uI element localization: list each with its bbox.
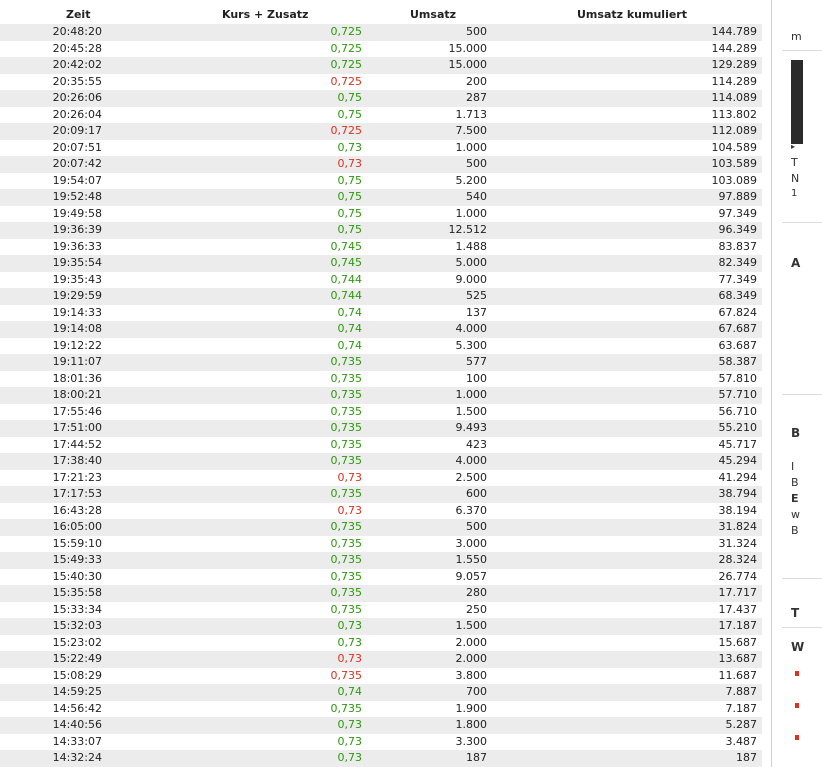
cell-zeit: 20:26:04 [52, 107, 102, 121]
cell-zeit: 19:12:22 [52, 338, 102, 352]
column-header-umsatz[interactable]: Umsatz [410, 8, 457, 21]
table-row [0, 24, 762, 41]
cell-zeit: 19:49:58 [52, 206, 102, 220]
cell-umsatz: 5.200 [455, 173, 487, 187]
cell-kurs: 0,73 [337, 751, 362, 764]
cell-umsatz: 287 [466, 91, 487, 104]
cell-umsatz-kumuliert: 114.089 [711, 91, 757, 104]
cell-zeit: 18:00:21 [52, 388, 102, 401]
cell-kurs: 0,73 [337, 652, 362, 665]
cell-zeit: 19:11:07 [52, 355, 102, 368]
sidebar-heading: B [791, 426, 801, 440]
cell-umsatz-kumuliert: 63.687 [718, 338, 757, 352]
cell-umsatz-kumuliert: 97.889 [718, 190, 757, 203]
cell-umsatz-kumuliert: 26.774 [718, 569, 757, 583]
cell-umsatz: 187 [466, 751, 487, 764]
cell-umsatz: 250 [466, 602, 487, 616]
cell-umsatz: 9.057 [455, 569, 487, 583]
cell-umsatz-kumuliert: 38.794 [718, 487, 757, 500]
table-row [0, 288, 762, 305]
cell-umsatz-kumuliert: 45.294 [718, 454, 757, 467]
cell-kurs: 0,73 [337, 734, 362, 748]
cell-umsatz-kumuliert: 57.710 [718, 388, 757, 401]
cell-umsatz: 9.493 [455, 421, 487, 434]
cell-umsatz: 15.000 [448, 41, 487, 55]
cell-kurs: 0,75 [337, 206, 362, 220]
table-row [0, 74, 762, 91]
cell-zeit: 20:35:55 [52, 74, 102, 88]
cell-umsatz-kumuliert: 96.349 [718, 223, 757, 236]
table-row [0, 206, 762, 223]
cell-umsatz-kumuliert: 57.810 [718, 371, 757, 385]
cell-umsatz: 4.000 [455, 322, 487, 335]
cell-umsatz-kumuliert: 13.687 [718, 652, 757, 665]
table-row [0, 585, 762, 602]
cell-umsatz-kumuliert: 17.437 [718, 602, 757, 616]
cell-zeit: 18:01:36 [52, 371, 102, 385]
sidebar-fragment: B [791, 476, 799, 489]
cell-umsatz: 1.000 [455, 206, 487, 220]
table-row [0, 189, 762, 206]
cell-umsatz-kumuliert: 5.287 [725, 718, 757, 731]
cell-umsatz: 423 [466, 437, 487, 451]
sidebar-divider [782, 50, 822, 51]
cell-umsatz: 500 [466, 25, 487, 38]
table-row [0, 470, 762, 487]
cell-kurs: 0,73 [337, 157, 362, 170]
table-row [0, 387, 762, 404]
cell-umsatz-kumuliert: 56.710 [718, 404, 757, 418]
cell-zeit: 19:36:33 [52, 239, 102, 253]
table-row [0, 255, 762, 272]
cell-zeit: 15:23:02 [52, 635, 102, 649]
cell-kurs: 0,75 [337, 223, 362, 236]
cell-kurs: 0,725 [330, 74, 362, 88]
cell-kurs: 0,73 [337, 503, 362, 517]
cell-umsatz: 2.000 [455, 635, 487, 649]
table-row [0, 57, 762, 74]
table-row [0, 222, 762, 239]
cell-zeit: 19:29:59 [52, 289, 102, 302]
cell-umsatz-kumuliert: 31.324 [718, 536, 757, 550]
cell-umsatz-kumuliert: 77.349 [718, 272, 757, 286]
cell-kurs: 0,744 [330, 272, 362, 286]
cell-kurs: 0,735 [330, 355, 362, 368]
cell-zeit: 19:54:07 [52, 173, 102, 187]
sidebar-fragment: B [791, 524, 799, 537]
cell-umsatz-kumuliert: 67.824 [718, 305, 757, 319]
cell-umsatz-kumuliert: 129.289 [711, 58, 757, 71]
cell-umsatz: 1.000 [455, 388, 487, 401]
table-row [0, 536, 762, 553]
cell-zeit: 15:33:34 [52, 602, 102, 616]
table-row [0, 750, 762, 767]
table-row [0, 651, 762, 668]
table-body [0, 24, 762, 767]
cell-kurs: 0,75 [337, 107, 362, 121]
sidebar-fragment: 1 [791, 188, 798, 199]
cell-zeit: 19:14:08 [52, 322, 102, 335]
cell-zeit: 15:32:03 [52, 619, 102, 632]
table-row [0, 321, 762, 338]
cell-kurs: 0,74 [337, 338, 362, 352]
cell-umsatz: 6.370 [455, 503, 487, 517]
cell-kurs: 0,745 [330, 239, 362, 253]
sidebar-divider [782, 394, 822, 395]
cell-zeit: 15:59:10 [52, 536, 102, 550]
bullet-icon [795, 703, 799, 708]
cell-umsatz-kumuliert: 187 [736, 751, 757, 764]
table-row [0, 717, 762, 734]
cell-zeit: 19:36:39 [52, 223, 102, 236]
table-row [0, 272, 762, 289]
sidebar-fragment: T [791, 156, 798, 169]
table-row [0, 437, 762, 454]
cell-umsatz: 3.300 [455, 734, 487, 748]
cell-umsatz: 1.550 [455, 553, 487, 566]
table-row [0, 486, 762, 503]
cell-zeit: 19:35:54 [52, 256, 102, 269]
table-row [0, 371, 762, 388]
cell-umsatz: 1.800 [455, 718, 487, 731]
table-row [0, 123, 762, 140]
sidebar-heading: W [791, 640, 805, 654]
cell-umsatz: 7.500 [455, 124, 487, 137]
table-row [0, 602, 762, 619]
cell-umsatz-kumuliert: 67.687 [718, 322, 757, 335]
cell-umsatz: 3.800 [455, 668, 487, 682]
table-row [0, 90, 762, 107]
cell-kurs: 0,74 [337, 685, 362, 698]
cell-kurs: 0,735 [330, 536, 362, 550]
table-row [0, 519, 762, 536]
cell-kurs: 0,75 [337, 173, 362, 187]
cell-umsatz: 1.000 [455, 140, 487, 154]
cell-umsatz: 500 [466, 157, 487, 170]
cell-umsatz: 1.500 [455, 404, 487, 418]
table-row [0, 239, 762, 256]
cell-umsatz: 540 [466, 190, 487, 203]
cell-umsatz-kumuliert: 38.194 [718, 503, 757, 517]
sidebar-fragment: I [791, 460, 795, 473]
table-row [0, 173, 762, 190]
sidebar-fragment: w [791, 508, 800, 521]
cell-kurs: 0,725 [330, 124, 362, 137]
cell-umsatz: 3.000 [455, 536, 487, 550]
cell-umsatz-kumuliert: 55.210 [718, 421, 757, 434]
cell-zeit: 15:22:49 [52, 652, 102, 665]
cell-kurs: 0,725 [330, 41, 362, 55]
cell-kurs: 0,735 [330, 487, 362, 500]
cell-zeit: 14:40:56 [52, 718, 102, 731]
cell-zeit: 14:32:24 [52, 751, 102, 764]
cell-umsatz: 577 [466, 355, 487, 368]
cell-kurs: 0,73 [337, 470, 362, 484]
cell-zeit: 16:05:00 [52, 520, 102, 533]
cell-umsatz: 5.300 [455, 338, 487, 352]
cell-umsatz: 200 [466, 74, 487, 88]
cell-umsatz-kumuliert: 17.187 [718, 619, 757, 632]
cell-umsatz: 12.512 [448, 223, 487, 236]
cell-zeit: 19:14:33 [52, 305, 102, 319]
cell-umsatz-kumuliert: 144.789 [711, 25, 757, 38]
cell-kurs: 0,735 [330, 454, 362, 467]
cell-kurs: 0,73 [337, 619, 362, 632]
sidebar-divider [782, 627, 822, 628]
cell-kurs: 0,735 [330, 388, 362, 401]
cell-zeit: 14:59:25 [52, 685, 102, 698]
cell-kurs: 0,73 [337, 140, 362, 154]
table-row [0, 569, 762, 586]
cell-kurs: 0,73 [337, 718, 362, 731]
cell-umsatz-kumuliert: 58.387 [718, 355, 757, 368]
cell-kurs: 0,735 [330, 569, 362, 583]
cell-umsatz: 280 [466, 586, 487, 599]
cell-umsatz: 600 [466, 487, 487, 500]
table-row [0, 734, 762, 751]
cell-zeit: 17:17:53 [52, 487, 102, 500]
cell-kurs: 0,735 [330, 701, 362, 715]
cell-umsatz: 500 [466, 520, 487, 533]
sidebar-fragment: m [791, 30, 802, 43]
cell-zeit: 19:35:43 [52, 272, 102, 286]
table-row [0, 156, 762, 173]
cell-kurs: 0,75 [337, 190, 362, 203]
column-header-kurs[interactable]: Kurs + Zusatz [222, 8, 309, 21]
cell-umsatz: 15.000 [448, 58, 487, 71]
table-row [0, 668, 762, 685]
cell-umsatz-kumuliert: 144.289 [711, 41, 757, 55]
table-row [0, 140, 762, 157]
cell-kurs: 0,735 [330, 586, 362, 599]
table-row [0, 305, 762, 322]
cell-umsatz: 700 [466, 685, 487, 698]
cell-kurs: 0,735 [330, 520, 362, 533]
cell-kurs: 0,735 [330, 437, 362, 451]
sidebar-divider [782, 222, 822, 223]
table-row [0, 552, 762, 569]
cell-kurs: 0,735 [330, 371, 362, 385]
cell-umsatz: 1.500 [455, 619, 487, 632]
cell-zeit: 15:08:29 [52, 668, 102, 682]
cell-umsatz: 2.500 [455, 470, 487, 484]
cell-umsatz: 100 [466, 371, 487, 385]
cell-kurs: 0,745 [330, 256, 362, 269]
cell-zeit: 17:38:40 [52, 454, 102, 467]
cell-umsatz: 9.000 [455, 272, 487, 286]
right-sidebar [771, 0, 805, 767]
cell-zeit: 20:07:42 [52, 157, 102, 170]
cell-zeit: 19:52:48 [52, 190, 102, 203]
cell-zeit: 17:55:46 [52, 404, 102, 418]
cell-kurs: 0,74 [337, 305, 362, 319]
sidebar-divider [782, 578, 822, 579]
cell-umsatz-kumuliert: 31.824 [718, 520, 757, 533]
table-row [0, 354, 762, 371]
cell-umsatz-kumuliert: 103.589 [711, 157, 757, 170]
cell-umsatz: 137 [466, 305, 487, 319]
sidebar-fragment: E [791, 492, 799, 505]
cell-kurs: 0,75 [337, 91, 362, 104]
column-header-umsatz-kumuliert[interactable]: Umsatz kumuliert [577, 8, 687, 21]
cell-umsatz-kumuliert: 17.717 [718, 586, 757, 599]
cell-umsatz-kumuliert: 41.294 [718, 470, 757, 484]
cell-umsatz: 1.900 [455, 701, 487, 715]
cell-kurs: 0,74 [337, 322, 362, 335]
cell-kurs: 0,725 [330, 58, 362, 71]
cell-zeit: 17:21:23 [52, 470, 102, 484]
cell-umsatz-kumuliert: 68.349 [718, 289, 757, 302]
sidebar-heading: A [791, 256, 801, 270]
cell-umsatz: 525 [466, 289, 487, 302]
cell-zeit: 14:33:07 [52, 734, 102, 748]
cell-umsatz-kumuliert: 3.487 [725, 734, 757, 748]
cell-umsatz: 1.713 [455, 107, 487, 121]
table-row [0, 701, 762, 718]
cell-umsatz: 5.000 [455, 256, 487, 269]
cell-umsatz-kumuliert: 83.837 [718, 239, 757, 253]
sidebar-heading: T [791, 606, 800, 620]
table-row [0, 41, 762, 58]
cell-zeit: 15:49:33 [52, 553, 102, 566]
cell-umsatz-kumuliert: 97.349 [718, 206, 757, 220]
cell-zeit: 15:40:30 [52, 569, 102, 583]
cell-kurs: 0,735 [330, 602, 362, 616]
cell-kurs: 0,744 [330, 289, 362, 302]
cell-kurs: 0,735 [330, 421, 362, 434]
bullet-icon [795, 735, 799, 740]
cell-umsatz-kumuliert: 114.289 [711, 74, 757, 88]
bullet-icon [795, 671, 799, 676]
cell-umsatz-kumuliert: 7.187 [725, 701, 757, 715]
sidebar-fragment: N [791, 172, 800, 185]
table-row [0, 684, 762, 701]
cell-zeit: 20:26:06 [52, 91, 102, 104]
cell-umsatz-kumuliert: 103.089 [711, 173, 757, 187]
cell-zeit: 16:43:28 [52, 503, 102, 517]
cell-zeit: 20:09:17 [52, 124, 102, 137]
cell-zeit: 14:56:42 [52, 701, 102, 715]
cell-umsatz: 1.488 [455, 239, 487, 253]
cell-kurs: 0,735 [330, 404, 362, 418]
table-row [0, 420, 762, 437]
cell-zeit: 15:35:58 [52, 586, 102, 599]
sidebar-thumbnail-image[interactable] [791, 60, 803, 144]
cell-umsatz-kumuliert: 7.887 [725, 685, 757, 698]
cell-umsatz-kumuliert: 28.324 [718, 553, 757, 566]
cell-umsatz-kumuliert: 11.687 [718, 668, 757, 682]
table-row [0, 338, 762, 355]
cell-kurs: 0,735 [330, 668, 362, 682]
column-header-zeit[interactable]: Zeit [66, 8, 91, 21]
cell-umsatz-kumuliert: 113.802 [711, 107, 757, 121]
cell-zeit: 20:07:51 [52, 140, 102, 154]
table-row [0, 453, 762, 470]
table-row [0, 503, 762, 520]
cell-zeit: 20:45:28 [52, 41, 102, 55]
table-row [0, 618, 762, 635]
table-row [0, 107, 762, 124]
cell-zeit: 17:51:00 [52, 421, 102, 434]
table-header [0, 0, 762, 24]
cell-zeit: 17:44:52 [52, 437, 102, 451]
cell-zeit: 20:48:20 [52, 25, 102, 38]
table-row [0, 404, 762, 421]
table-row [0, 635, 762, 652]
cell-kurs: 0,725 [330, 25, 362, 38]
cell-umsatz: 2.000 [455, 652, 487, 665]
cell-kurs: 0,735 [330, 553, 362, 566]
cell-umsatz-kumuliert: 112.089 [711, 124, 757, 137]
cell-umsatz: 4.000 [455, 454, 487, 467]
play-icon[interactable]: ▸ [791, 142, 796, 151]
cell-umsatz-kumuliert: 82.349 [718, 256, 757, 269]
cell-umsatz-kumuliert: 15.687 [718, 635, 757, 649]
cell-zeit: 20:42:02 [52, 58, 102, 71]
cell-umsatz-kumuliert: 45.717 [718, 437, 757, 451]
cell-kurs: 0,73 [337, 635, 362, 649]
cell-umsatz-kumuliert: 104.589 [711, 140, 757, 154]
